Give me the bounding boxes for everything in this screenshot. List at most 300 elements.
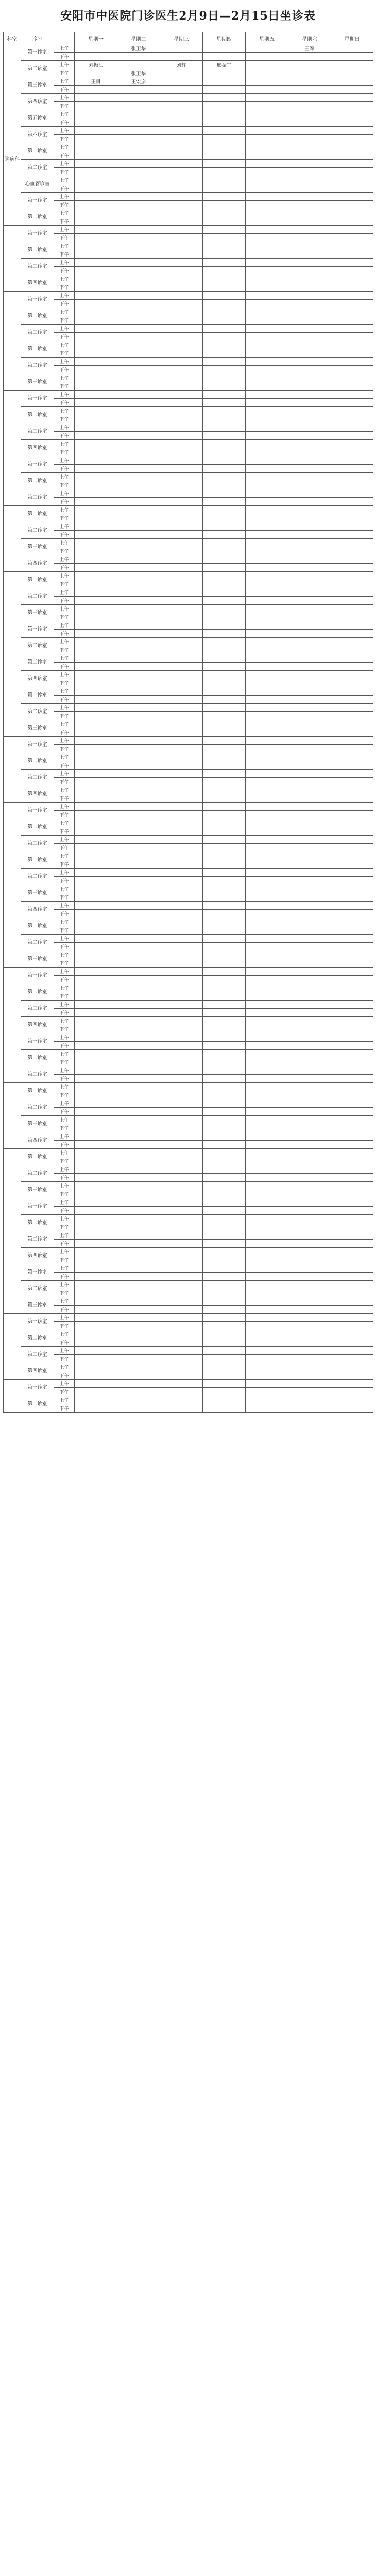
table-body — [4, 44, 373, 1413]
doctor-cell — [331, 308, 373, 316]
doctor-cell — [160, 292, 203, 300]
doctor-cell — [75, 1165, 117, 1174]
doctor-cell — [203, 259, 246, 267]
period-cell: 下午 — [54, 745, 75, 753]
doctor-cell — [288, 489, 331, 498]
table-row — [4, 926, 373, 935]
doctor-cell — [331, 1388, 373, 1396]
doctor-cell — [331, 580, 373, 588]
doctor-cell — [117, 160, 160, 168]
period-cell: 下午 — [54, 1322, 75, 1330]
doctor-cell — [288, 234, 331, 242]
doctor-cell — [203, 407, 246, 415]
clinic-room-cell: 第二诊室 — [21, 308, 54, 325]
doctor-cell — [75, 555, 117, 564]
doctor-cell — [331, 1042, 373, 1050]
doctor-cell — [331, 250, 373, 259]
table-header — [4, 32, 373, 44]
doctor-cell — [160, 1207, 203, 1215]
doctor-cell — [246, 943, 288, 951]
doctor-cell — [75, 349, 117, 358]
doctor-cell — [331, 671, 373, 679]
doctor-cell — [288, 1231, 331, 1240]
table-row — [4, 217, 373, 226]
doctor-cell — [117, 1273, 160, 1281]
doctor-cell — [331, 968, 373, 976]
doctor-cell — [331, 399, 373, 407]
doctor-cell — [246, 968, 288, 976]
doctor-cell — [288, 1001, 331, 1009]
period-cell: 下午 — [54, 877, 75, 885]
table-row — [4, 168, 373, 176]
doctor-cell — [288, 597, 331, 605]
doctor-cell — [331, 1050, 373, 1058]
table-row — [4, 1363, 373, 1371]
table-row — [4, 638, 373, 646]
doctor-cell — [246, 275, 288, 283]
table-row — [4, 761, 373, 770]
table-row — [4, 300, 373, 308]
table-row — [4, 325, 373, 333]
table-row — [4, 432, 373, 440]
doctor-cell — [288, 778, 331, 786]
doctor-cell — [160, 440, 203, 448]
department-cell — [4, 852, 21, 918]
doctor-cell — [246, 555, 288, 564]
doctor-cell — [331, 217, 373, 226]
table-row — [4, 951, 373, 959]
doctor-cell — [75, 1075, 117, 1083]
doctor-cell — [203, 1289, 246, 1297]
doctor-cell — [203, 77, 246, 86]
period-cell: 上午 — [54, 720, 75, 728]
clinic-room-cell: 第一诊室 — [21, 918, 54, 935]
doctor-cell — [203, 94, 246, 102]
period-cell: 上午 — [54, 819, 75, 827]
clinic-room-cell: 第二诊室 — [21, 1330, 54, 1347]
doctor-cell — [203, 770, 246, 778]
department-cell — [4, 621, 21, 687]
doctor-cell — [117, 250, 160, 259]
doctor-cell — [117, 423, 160, 432]
doctor-cell — [117, 621, 160, 630]
doctor-cell — [331, 770, 373, 778]
doctor-cell — [246, 473, 288, 481]
doctor-cell — [246, 877, 288, 885]
period-cell: 下午 — [54, 910, 75, 918]
department-cell — [4, 803, 21, 852]
doctor-cell — [288, 737, 331, 745]
period-cell: 下午 — [54, 679, 75, 687]
doctor-cell — [288, 918, 331, 926]
table-row — [4, 663, 373, 671]
department-cell — [4, 1033, 21, 1083]
doctor-cell — [75, 935, 117, 943]
clinic-room-cell: 第二诊室 — [21, 473, 54, 489]
doctor-cell — [246, 44, 288, 53]
period-cell: 上午 — [54, 391, 75, 399]
doctor-cell — [331, 564, 373, 572]
period-cell: 上午 — [54, 984, 75, 992]
doctor-cell — [246, 704, 288, 712]
doctor-cell — [203, 308, 246, 316]
period-cell: 下午 — [54, 811, 75, 819]
doctor-cell — [160, 1099, 203, 1108]
doctor-cell — [203, 275, 246, 283]
doctor-cell — [288, 1330, 331, 1338]
doctor-cell — [331, 1306, 373, 1314]
period-cell: 上午 — [54, 407, 75, 415]
doctor-cell — [203, 184, 246, 193]
doctor-cell — [75, 1338, 117, 1347]
doctor-cell — [331, 539, 373, 547]
doctor-cell — [117, 572, 160, 580]
clinic-room-cell: 第三诊室 — [21, 836, 54, 852]
doctor-cell — [75, 415, 117, 423]
doctor-cell — [117, 959, 160, 968]
table-row — [4, 1330, 373, 1338]
period-cell: 上午 — [54, 572, 75, 580]
period-cell: 下午 — [54, 860, 75, 869]
table-row — [4, 407, 373, 415]
table-row — [4, 1347, 373, 1355]
doctor-cell — [75, 407, 117, 415]
doctor-cell — [203, 292, 246, 300]
period-cell: 上午 — [54, 259, 75, 267]
doctor-cell — [203, 621, 246, 630]
doctor-cell — [117, 1264, 160, 1273]
doctor-cell — [288, 349, 331, 358]
period-cell: 下午 — [54, 1174, 75, 1182]
doctor-cell — [246, 902, 288, 910]
doctor-cell — [75, 300, 117, 308]
doctor-cell — [75, 968, 117, 976]
table-row — [4, 1017, 373, 1025]
period-cell: 上午 — [54, 1132, 75, 1141]
doctor-cell — [246, 984, 288, 992]
table-row — [4, 531, 373, 539]
doctor-cell — [331, 745, 373, 753]
period-cell: 上午 — [54, 127, 75, 135]
doctor-cell — [288, 704, 331, 712]
doctor-cell — [75, 160, 117, 168]
doctor-cell — [331, 506, 373, 514]
period-cell: 下午 — [54, 1306, 75, 1314]
period-cell: 上午 — [54, 753, 75, 761]
doctor-cell — [203, 844, 246, 852]
period-cell: 上午 — [54, 1116, 75, 1124]
doctor-cell — [288, 283, 331, 292]
doctor-cell — [75, 1099, 117, 1108]
doctor-cell — [288, 127, 331, 135]
doctor-cell — [75, 242, 117, 250]
doctor-cell — [331, 630, 373, 638]
doctor-cell — [75, 1404, 117, 1413]
doctor-cell — [117, 902, 160, 910]
doctor-cell — [203, 531, 246, 539]
doctor-cell — [160, 1223, 203, 1231]
table-row — [4, 391, 373, 399]
doctor-cell — [203, 1182, 246, 1190]
table-row — [4, 110, 373, 118]
doctor-cell — [203, 613, 246, 621]
doctor-cell — [331, 778, 373, 786]
doctor-cell — [203, 720, 246, 728]
period-cell: 上午 — [54, 555, 75, 564]
table-row — [4, 176, 373, 184]
period-cell: 上午 — [54, 44, 75, 53]
doctor-cell — [117, 118, 160, 127]
department-cell — [4, 1198, 21, 1264]
doctor-cell — [246, 926, 288, 935]
table-row — [4, 1338, 373, 1347]
doctor-cell — [246, 1108, 288, 1116]
doctor-cell — [117, 283, 160, 292]
doctor-cell — [246, 250, 288, 259]
doctor-cell — [331, 1182, 373, 1190]
doctor-cell — [203, 1281, 246, 1289]
clinic-room-cell: 第一诊室 — [21, 1198, 54, 1215]
doctor-cell — [117, 1297, 160, 1306]
period-cell: 下午 — [54, 86, 75, 94]
doctor-cell — [203, 1017, 246, 1025]
department-cell — [4, 44, 21, 143]
doctor-cell — [203, 984, 246, 992]
doctor-cell — [160, 646, 203, 654]
doctor-cell — [288, 275, 331, 283]
period-cell: 下午 — [54, 514, 75, 522]
table-row — [4, 283, 373, 292]
doctor-cell — [117, 1116, 160, 1124]
period-cell: 上午 — [54, 358, 75, 366]
doctor-cell — [246, 712, 288, 720]
doctor-cell — [288, 1248, 331, 1256]
doctor-cell — [288, 1025, 331, 1033]
doctor-cell — [288, 827, 331, 836]
clinic-room-cell: 第一诊室 — [21, 852, 54, 869]
doctor-cell — [160, 1165, 203, 1174]
clinic-room-cell: 第一诊室 — [21, 1149, 54, 1165]
doctor-cell — [246, 1165, 288, 1174]
doctor-cell — [246, 358, 288, 366]
doctor-cell — [288, 1223, 331, 1231]
period-cell: 下午 — [54, 1108, 75, 1116]
doctor-cell — [331, 1009, 373, 1017]
doctor-cell — [203, 1338, 246, 1347]
doctor-cell — [160, 1330, 203, 1338]
doctor-cell — [160, 514, 203, 522]
doctor-cell — [117, 1363, 160, 1371]
doctor-cell — [117, 1124, 160, 1132]
table-row — [4, 193, 373, 201]
table-row — [4, 745, 373, 753]
period-cell: 下午 — [54, 728, 75, 737]
doctor-cell — [75, 696, 117, 704]
clinic-room-cell: 第三诊室 — [21, 423, 54, 440]
period-cell: 上午 — [54, 1050, 75, 1058]
doctor-cell — [75, 1396, 117, 1404]
doctor-cell — [246, 671, 288, 679]
table-row — [4, 201, 373, 209]
doctor-cell — [160, 1306, 203, 1314]
doctor-cell — [331, 407, 373, 415]
column-header: 科室 — [4, 32, 21, 44]
doctor-cell — [331, 1207, 373, 1215]
doctor-cell — [288, 184, 331, 193]
doctor-cell — [288, 1297, 331, 1306]
doctor-cell — [246, 1396, 288, 1404]
doctor-cell — [288, 1066, 331, 1075]
period-cell: 上午 — [54, 489, 75, 498]
doctor-cell — [331, 234, 373, 242]
doctor-cell — [203, 1033, 246, 1042]
table-row — [4, 333, 373, 341]
doctor-cell — [203, 1371, 246, 1380]
department-cell: 脑病科 — [4, 143, 21, 176]
doctor-cell — [160, 489, 203, 498]
doctor-cell — [203, 1058, 246, 1066]
table-row — [4, 267, 373, 275]
doctor-cell — [331, 1264, 373, 1273]
doctor-cell — [203, 1091, 246, 1099]
doctor-cell — [117, 242, 160, 250]
doctor-cell — [246, 489, 288, 498]
doctor-cell — [160, 349, 203, 358]
doctor-cell — [246, 423, 288, 432]
doctor-cell — [160, 1182, 203, 1190]
doctor-cell — [117, 704, 160, 712]
doctor-cell — [117, 539, 160, 547]
doctor-cell — [288, 77, 331, 86]
doctor-cell — [288, 407, 331, 415]
period-cell: 上午 — [54, 1347, 75, 1355]
doctor-cell — [288, 555, 331, 564]
period-cell: 下午 — [54, 1075, 75, 1083]
doctor-cell — [288, 902, 331, 910]
doctor-cell — [75, 498, 117, 506]
doctor-cell — [75, 481, 117, 489]
doctor-cell — [203, 935, 246, 943]
doctor-cell — [75, 1248, 117, 1256]
doctor-cell — [75, 671, 117, 679]
doctor-cell — [117, 1314, 160, 1322]
doctor-cell — [288, 1264, 331, 1273]
table-row — [4, 572, 373, 580]
doctor-cell — [331, 514, 373, 522]
period-cell: 上午 — [54, 671, 75, 679]
doctor-cell — [117, 456, 160, 465]
doctor-cell — [331, 1297, 373, 1306]
doctor-cell — [117, 671, 160, 679]
doctor-cell — [117, 646, 160, 654]
doctor-cell — [288, 506, 331, 514]
doctor-cell — [75, 885, 117, 893]
doctor-cell — [288, 1116, 331, 1124]
doctor-cell — [117, 341, 160, 349]
period-cell: 下午 — [54, 283, 75, 292]
doctor-cell — [246, 1273, 288, 1281]
doctor-cell — [331, 522, 373, 531]
doctor-cell — [331, 547, 373, 555]
doctor-cell — [288, 1132, 331, 1141]
clinic-room-cell: 第一诊室 — [21, 341, 54, 358]
table-row — [4, 226, 373, 234]
doctor-cell — [75, 1380, 117, 1388]
doctor-cell — [331, 283, 373, 292]
doctor-cell — [288, 786, 331, 794]
doctor-cell — [160, 819, 203, 827]
table-row — [4, 753, 373, 761]
doctor-cell — [203, 234, 246, 242]
period-cell: 上午 — [54, 621, 75, 630]
doctor-cell — [117, 391, 160, 399]
department-cell — [4, 341, 21, 391]
doctor-cell — [288, 292, 331, 300]
doctor-cell — [288, 877, 331, 885]
doctor-cell — [75, 366, 117, 374]
doctor-cell — [117, 992, 160, 1001]
doctor-cell — [246, 770, 288, 778]
table-row — [4, 679, 373, 687]
doctor-cell — [75, 786, 117, 794]
table-row — [4, 1042, 373, 1050]
doctor-cell — [203, 316, 246, 325]
doctor-cell — [160, 794, 203, 803]
doctor-cell — [160, 151, 203, 160]
doctor-cell — [160, 564, 203, 572]
clinic-room-cell: 第二诊室 — [21, 1050, 54, 1066]
period-cell: 下午 — [54, 794, 75, 803]
doctor-cell — [288, 803, 331, 811]
doctor-cell — [288, 1108, 331, 1116]
doctor-cell — [246, 325, 288, 333]
doctor-cell — [331, 803, 373, 811]
doctor-cell — [160, 333, 203, 341]
doctor-cell — [117, 794, 160, 803]
department-cell — [4, 687, 21, 737]
doctor-cell — [75, 663, 117, 671]
doctor-cell — [117, 1190, 160, 1198]
doctor-cell — [75, 456, 117, 465]
doctor-cell — [75, 217, 117, 226]
doctor-cell — [75, 943, 117, 951]
period-cell: 下午 — [54, 1009, 75, 1017]
doctor-cell — [331, 1132, 373, 1141]
doctor-cell — [246, 613, 288, 621]
table-row — [4, 555, 373, 564]
doctor-cell — [117, 588, 160, 597]
period-cell: 上午 — [54, 770, 75, 778]
doctor-cell — [288, 1404, 331, 1413]
doctor-cell — [75, 135, 117, 143]
doctor-cell — [75, 737, 117, 745]
column-header: 星期一 — [75, 32, 117, 44]
doctor-cell: 王宏彦 — [117, 77, 160, 86]
doctor-cell — [75, 1182, 117, 1190]
department-cell — [4, 1380, 21, 1413]
period-cell: 上午 — [54, 1248, 75, 1256]
doctor-cell — [160, 456, 203, 465]
doctor-cell — [117, 531, 160, 539]
table-row — [4, 687, 373, 696]
doctor-cell — [117, 770, 160, 778]
table-row — [4, 1388, 373, 1396]
doctor-cell — [246, 621, 288, 630]
doctor-cell — [331, 1371, 373, 1380]
doctor-cell — [160, 704, 203, 712]
doctor-cell — [288, 1165, 331, 1174]
table-row — [4, 209, 373, 217]
